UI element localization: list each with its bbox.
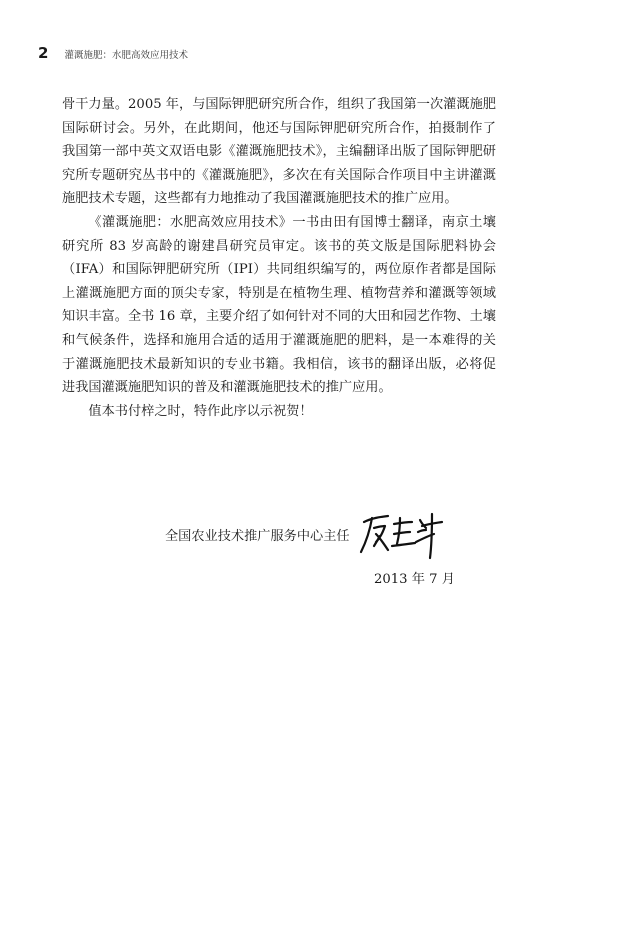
preface-body — [62, 93, 496, 423]
running-header — [38, 44, 188, 62]
handwritten-signature — [358, 508, 444, 560]
date-line: 2013 年 7 月 — [374, 572, 455, 587]
page-number: 2 — [38, 44, 49, 62]
book-title-header: 灌溉施肥：水肥高效应用技术 — [64, 50, 188, 61]
signature-block — [165, 508, 444, 560]
signer-title: 全国农业技术推广服务中心主任 — [165, 528, 350, 544]
paragraph-2: 《灌溉施肥：水肥高效应用技术》一书由田有国博士翻译，南京土壤研究所 83 岁高龄的谢建昌研究员审定。该书的英文版是国际肥料协会（IFA）和国际钾肥研究所（IPI）共同组织编写的，两位原作者都是国际上灌溉施肥方面的顶尖专家，特别是在植物生理、植物营养和灌溉等领域知识丰富。全书 16 章，主要介绍了如何针对不同的大田和园艺作物、土壤和气候条件，选择和施用合适的适用于灌溉施肥的肥料，是一本难得的关于灌溉施肥技术最新知识的专业书籍。我相信，该书的翻译出版，必将促进我国灌溉施肥知识的普及和灌溉施肥技术的推广应用。 — [62, 214, 496, 396]
paragraph-1: 骨干力量。2005 年，与国际钾肥研究所合作，组织了我国第一次灌溉施肥国际研讨会。另外，在此期间，他还与国际钾肥研究所合作，拍摄制作了我国第一部中英文双语电影《灌溉施肥技术》，主编翻译出版了国际钾肥研究所专题研究丛书中的《灌溉施肥》，多次在有关国际合作项目中主讲灌溉施肥技术专题，这些都有力地推动了我国灌溉施肥技术的推广应用。 — [62, 97, 496, 207]
paragraph-3: 值本书付梓之时，特作此序以示祝贺！ — [88, 403, 313, 419]
